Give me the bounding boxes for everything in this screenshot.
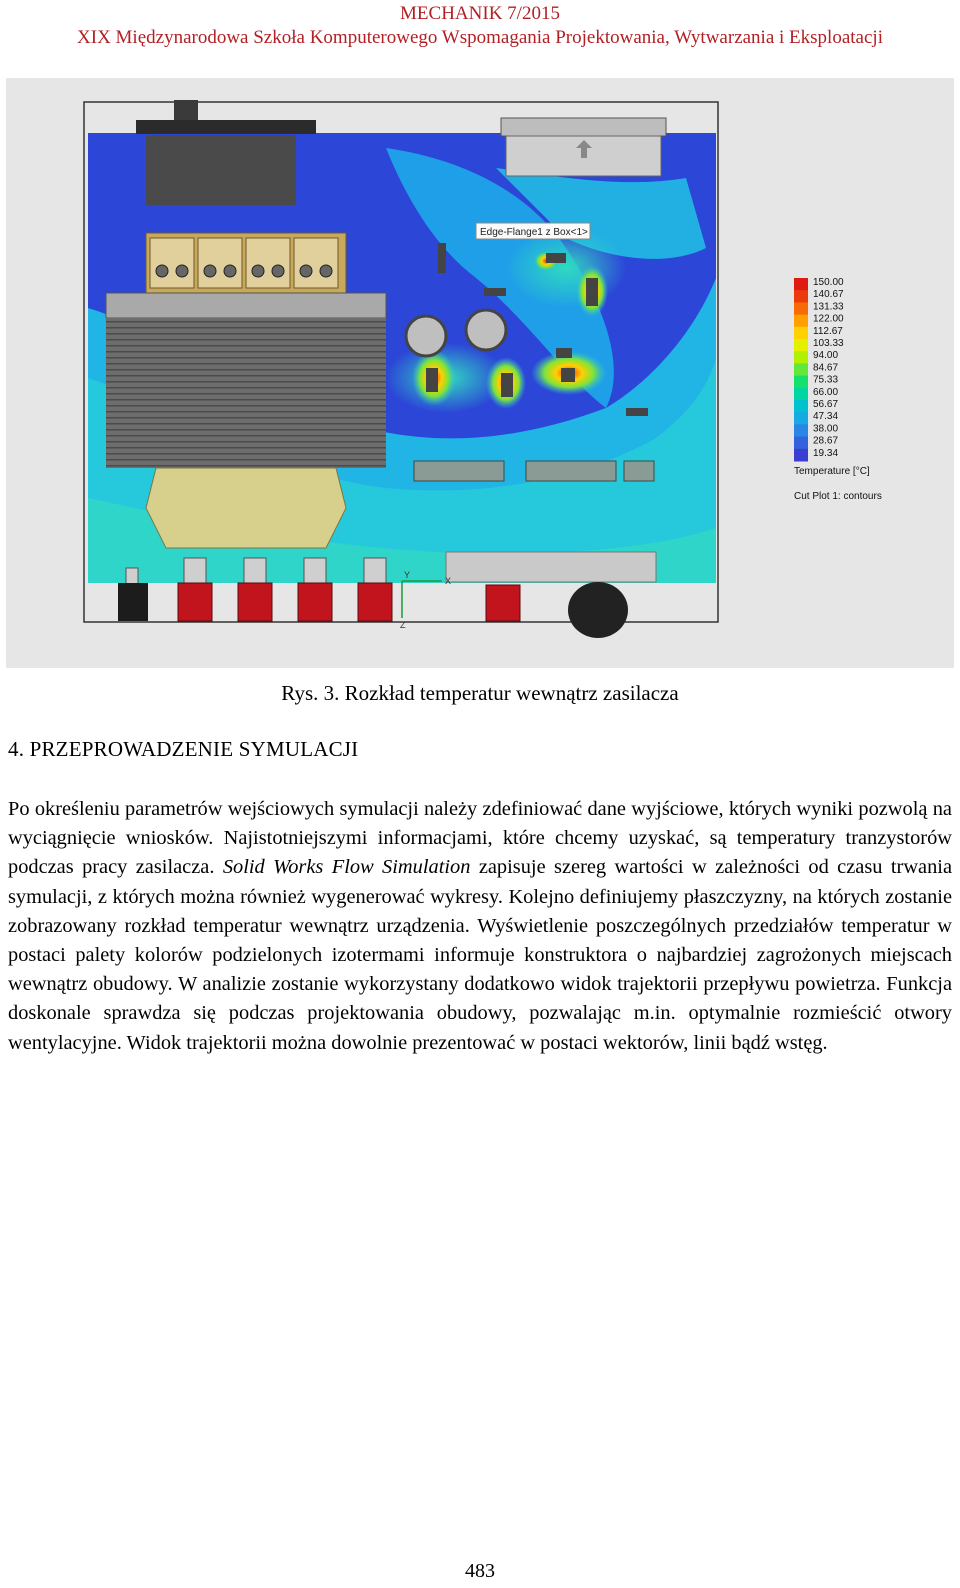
tooltip-label: Edge-Flange1 z Box<1> [480, 227, 588, 238]
legend-color-swatch [794, 278, 808, 291]
body-paragraph [8, 795, 952, 1058]
legend-value-label: 140.67 [813, 289, 844, 301]
legend-color-swatch [794, 424, 808, 437]
legend-value-label: 103.33 [813, 338, 844, 349]
section-heading: 4. PRZEPROWADZENIE SYMULACJI [8, 737, 359, 761]
legend-color-swatch [794, 315, 808, 328]
legend-value-label: 122.00 [813, 313, 844, 325]
conference-title: XIX Międzynarodowa Szkoła Komputerowego Wspomagania Projektowania, Wytwarzania i Eksploatacji [77, 27, 883, 48]
legend-value-label: 150.00 [813, 277, 844, 288]
legend-color-swatch [794, 351, 808, 364]
axis-y-label: Y [404, 570, 411, 580]
legend-value-label: 28.67 [813, 435, 839, 447]
legend-value-label: 47.34 [813, 411, 839, 423]
legend-color-swatch [794, 327, 808, 340]
legend-value-label: 75.33 [813, 374, 839, 386]
legend-color-swatch [794, 363, 808, 376]
journal-title: MECHANIK 7/2015 [400, 3, 560, 24]
legend-value-label: 84.67 [813, 362, 839, 374]
body-text-part1: Po określeniu parametrów wejściowych symulacji należy zdefiniować dane wyjściowe, których wyniki pozwolą na wyciągnięcie wniosków. Najistotniejszymi informacjami, które chcemy uzyskać, są temperatury tranzystorów podczas pracy zasilacza. [8, 798, 952, 879]
legend-color-swatch [794, 302, 808, 315]
legend-color-swatch [794, 376, 808, 389]
legend-color-swatch [794, 339, 808, 352]
legend-value-label: 94.00 [813, 350, 839, 362]
legend-color-swatch [794, 290, 808, 303]
legend-value-label: 19.34 [813, 447, 839, 459]
legend-color-swatch [794, 437, 808, 450]
legend-value-label: 66.00 [813, 386, 839, 398]
axis-z-label: Z [400, 620, 406, 630]
body-text-italic: Solid Works Flow Simulation [222, 856, 471, 879]
figure-caption: Rys. 3. Rozkład temperatur wewnątrz zasilacza [281, 681, 679, 705]
legend-color-swatch [794, 400, 808, 413]
legend-value-label: 38.00 [813, 423, 839, 435]
page-number: 483 [465, 1560, 495, 1582]
legend-value-label: 112.67 [813, 325, 843, 337]
axis-x-label: X [445, 576, 452, 586]
body-text-part2: zapisuje szereg wartości w zależności od czasu trwania symulacji, z których można również wygenerować wykresy. Kolejno definiujemy płaszczyzny, na których zostanie zobrazowany rozkład temperatur wewnątrz urządzenia. Wyświetlenie poszczególnych przedziałów temperatur w postaci palety kolorów podzielonych izotermami informuje konstruktora o najbardziej zagrożonych miejscach wewnątrz obudowy. W analizie zostanie wykorzystany dodatkowo widok trajektorii przepływu powietrza. Funkcja doskonale sprawdza się podczas projektowania obudowy, pozwalając m.in. optymalnie rozmieścić otwory wentylacyjne. Widok trajektorii można dowolnie prezentować w postaci wektorów, linii bądź wstęg. [8, 856, 953, 1054]
cut-plot-label: Cut Plot 1: contours [794, 491, 882, 502]
legend-color-swatch [794, 412, 808, 425]
temperature-legend [794, 277, 844, 462]
legend-value-label: 56.67 [813, 399, 839, 410]
temperature-cut-plot [6, 78, 954, 668]
legend-title: Temperature [°C] [794, 466, 870, 477]
simulation-figure [6, 78, 954, 668]
page-header [0, 2, 960, 50]
legend-value-label: 131.33 [813, 301, 844, 313]
legend-color-swatch [794, 449, 808, 462]
legend-color-swatch [794, 388, 808, 401]
